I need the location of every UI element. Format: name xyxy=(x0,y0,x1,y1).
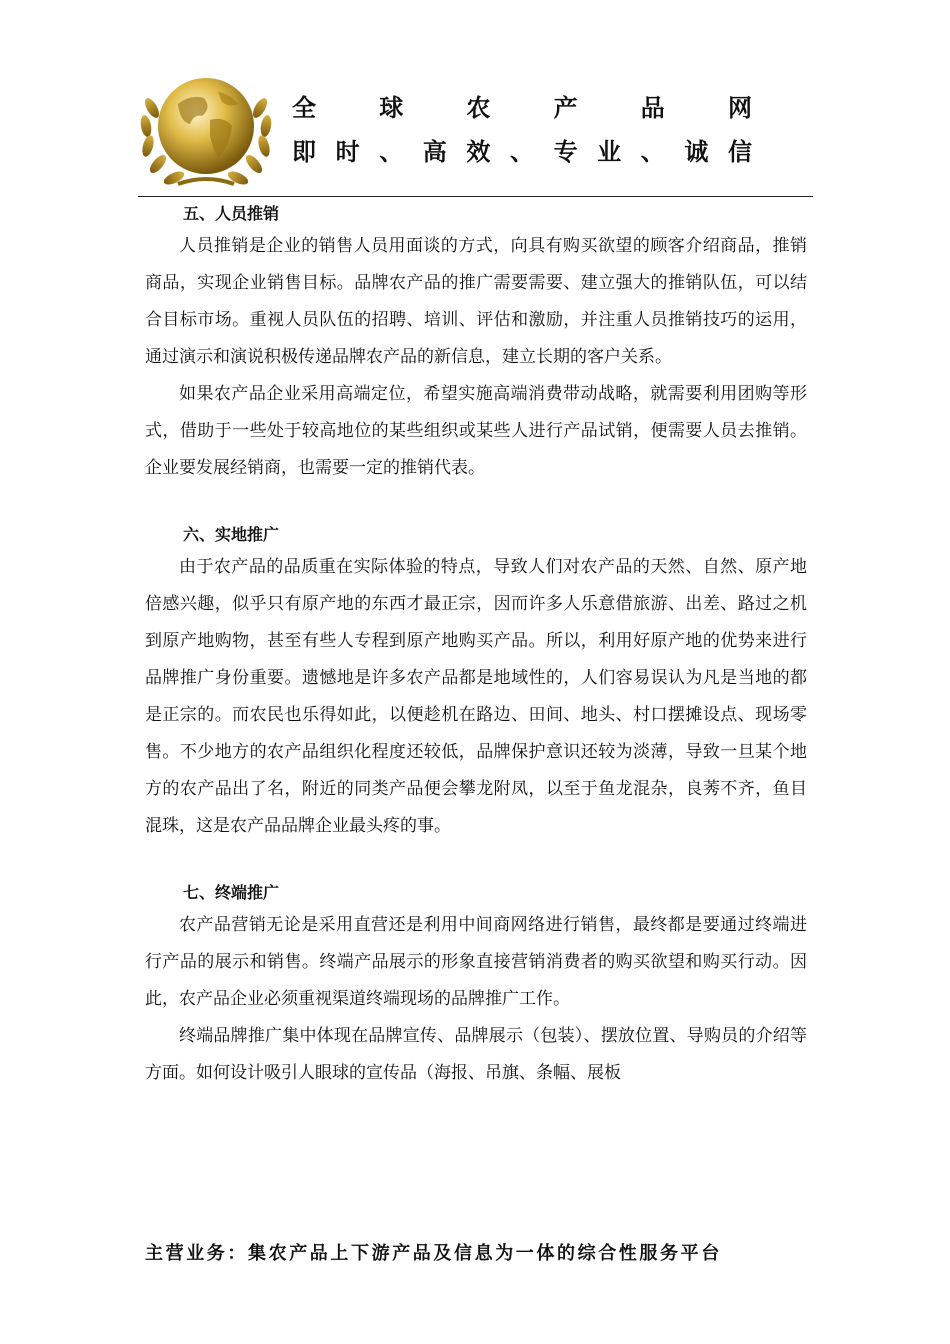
slogan-char: 、 xyxy=(509,138,534,166)
slogan-char: 即 xyxy=(292,138,316,166)
slogan-char: 时 xyxy=(335,138,360,166)
paragraph: 由于农产品的品质重在实际体验的特点，导致人们对农产品的天然、自然、原产地倍感兴趣，似乎只有原产地的东西才最正宗，因而许多人乐意借旅游、出差、路过之机到原产地购物，甚至有些人专程到原产地购买产品。所以，利用好原产地的优势来进行品牌推广身份重要。遗憾地是许多农产品都是地域性的，人们容易误认为凡是当地的都是正宗的。而农民也乐得如此，以便趁机在路边、田间、地头、村口摆摊设点、现场零售。不少地方的农产品组织化程度还较低，品牌保护意识还较为淡薄，导致一旦某个地方的农产品出了名，附近的同类产品便会攀龙附凤，以至于鱼龙混杂，良莠不齐，鱼目混珠，这是农产品品牌企业最头疼的事。 xyxy=(145,557,807,836)
slogan-char: 高 xyxy=(422,138,447,166)
title-char: 品 xyxy=(640,94,665,122)
paragraph: 人员推销是企业的销售人员用面谈的方式，向具有购买欲望的顾客介绍商品，推销商品，实现企业销售目标。品牌农产品的推广需要需要、建立强大的推销队伍，可以结合目标市场。重视人员队伍的招聘、培训、评估和激励，并注重人员推销技巧的运用，通过演示和演说积极传递品牌农产品的新信息，建立长期的客户关系。 xyxy=(145,236,807,367)
title-char: 全 xyxy=(292,94,316,122)
section-heading: 五、人员推销 xyxy=(183,204,280,223)
site-slogan xyxy=(292,132,752,167)
title-char: 网 xyxy=(727,94,752,122)
slogan-char: 、 xyxy=(379,138,404,166)
header-divider xyxy=(138,196,813,197)
paragraph: 终端品牌推广集中体现在品牌宣传、品牌展示（包装）、摆放位置、导购员的介绍等方面。如何设计吸引人眼球的宣传品（海报、吊旗、条幅、展板 xyxy=(145,1026,807,1083)
title-char: 产 xyxy=(553,94,578,122)
page-header xyxy=(0,0,950,200)
document-body xyxy=(145,200,807,1092)
paragraph: 农产品营销无论是采用直营还是利用中间商网络进行销售，最终都是要通过终端进行产品的展示和销售。终端产品展示的形象直接营销消费者的购买欲望和购买行动。因此，农产品企业必须重视渠道终端现场的品牌推广工作。 xyxy=(145,915,807,1009)
slogan-char: 诚 xyxy=(684,138,709,166)
section-heading: 六、实地推广 xyxy=(183,525,280,544)
slogan-char: 业 xyxy=(597,138,622,166)
section-heading: 七、终端推广 xyxy=(183,883,280,902)
slogan-char: 、 xyxy=(640,138,665,166)
footer-business-line: 主营业务：集农产品上下游产品及信息为一体的综合性服务平台 xyxy=(145,1243,722,1264)
paragraph: 如果农产品企业采用高端定位，希望实施高端消费带动战略，就需要利用团购等形式，借助于一些处于较高地位的某些组织或某些人进行产品试销，便需要人员去推销。企业要发展经销商，也需要一定的推销代表。 xyxy=(145,384,807,478)
slogan-char: 信 xyxy=(727,138,752,166)
site-title xyxy=(292,88,752,123)
title-char: 球 xyxy=(379,94,404,122)
title-char: 农 xyxy=(466,94,491,122)
globe-laurel-logo-icon xyxy=(138,68,274,194)
slogan-char: 专 xyxy=(553,138,578,166)
slogan-char: 效 xyxy=(466,138,491,166)
